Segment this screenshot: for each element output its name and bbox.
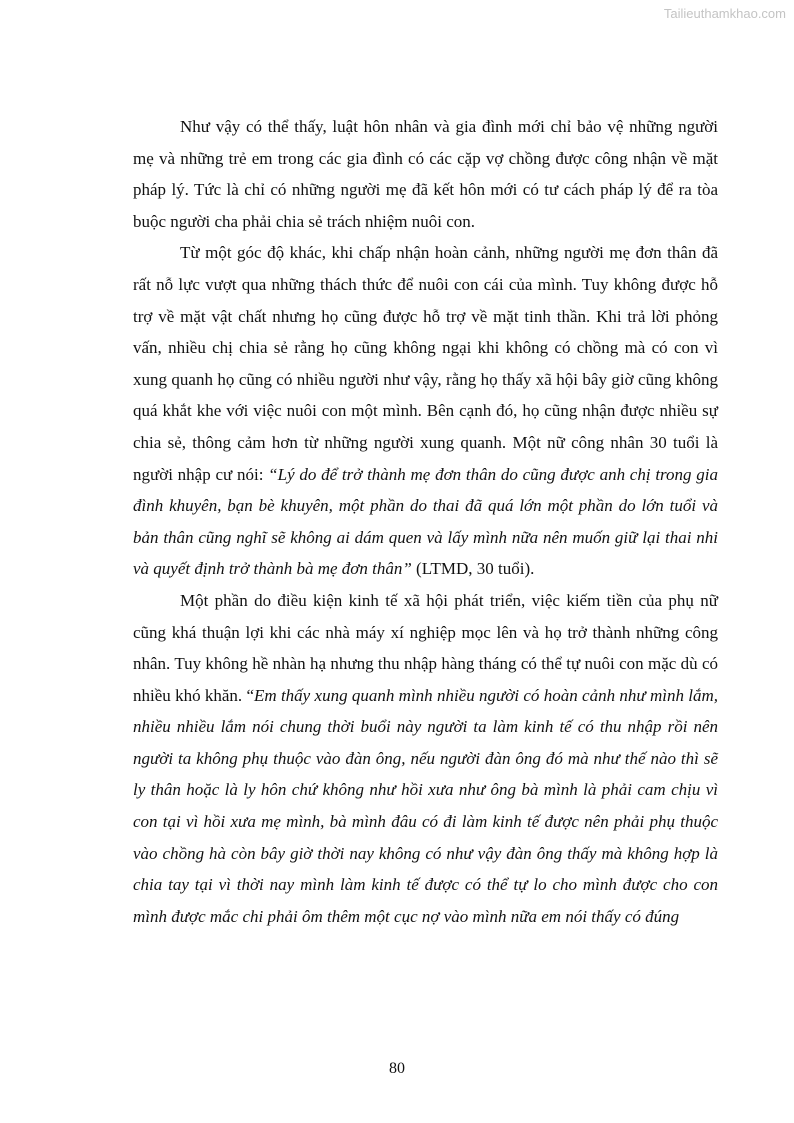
page-number: 80 [389, 1060, 405, 1077]
paragraph-3-text: Một phần do điều kiện kinh tế xã hội phát triển, việc kiếm tiền của phụ nữ cũng khá thuận lợi khi các nhà máy xí nghiệp mọc lên và họ trở thành những công nhân. Tuy không hề nhàn hạ nhưng thu nhập hàng tháng có thể tự nuôi con mặc dù có nhiều khó khăn. “ [133, 590, 718, 705]
paragraph-3-quote: Em thấy xung quanh mình nhiều người có hoàn cảnh như mình lắm, nhiều nhiều lắm nói chung thời buổi này người ta làm kinh tế có thu nhập rồi nên người ta không phụ thuộc vào đàn ông, nếu người đàn ông đó mà như thế nào thì sẽ ly thân hoặc là ly hôn chứ không như hồi xưa như ông bà mình là phải cam chịu vì con tại vì hồi xưa mẹ mình, bà mình đâu có đi làm kinh tế được nên phải phụ thuộc vào chồng hà còn bây giờ thời nay không có như vậy đàn ông thấy mà không hợp là chia tay tại vì thời nay mình làm kinh tế được có thể tự lo cho mình được cho con mình được mắc chi phải ôm thêm một cục nợ vào mình nữa em nói thấy có đúng [133, 685, 718, 926]
paragraph-2 [133, 237, 718, 585]
paragraph-2-text: Từ một góc độ khác, khi chấp nhận hoàn cảnh, những người mẹ đơn thân đã rất nỗ lực vượt qua những thách thức để nuôi con cái của mình. Tuy không được hỗ trợ về mặt vật chất nhưng họ cũng được hỗ trợ về mặt tinh thần. Khi trả lời phỏng vấn, nhiều chị chia sẻ rằng họ cũng không ngại khi không có chồng mà có con vì xung quanh họ cũng có nhiều người như vậy, rằng họ thấy xã hội bây giờ cũng không quá khắt khe với việc nuôi con một mình. Bên cạnh đó, họ cũng nhận được nhiều sự chia sẻ, thông cảm hơn từ những người xung quanh. Một nữ công nhân 30 tuổi là người nhập cư nói: [133, 243, 718, 484]
paragraph-2-quote: “Lý do để trở thành mẹ đơn thân do cũng được anh chị trong gia đình khuyên, bạn bè khuyên, một phần do thai đã quá lớn một phần do lớn tuổi và bản thân cũng nghĩ sẽ không ai dám quen và lấy mình nữa nên muốn giữ lại thai nhi và quyết định trở thành bà mẹ đơn thân” [133, 464, 718, 579]
paragraph-1 [133, 111, 718, 237]
paragraph-1-text: Như vậy có thể thấy, luật hôn nhân và gia đình mới chỉ bảo vệ những người mẹ và những trẻ em trong các gia đình có các cặp vợ chồng được công nhận về mặt pháp lý. Tức là chỉ có những người mẹ đã kết hôn mới có tư cách pháp lý để ra tòa buộc người cha phải chia sẻ trách nhiệm nuôi con. [133, 117, 718, 231]
watermark: Tailieuthamkhao.com [663, 6, 786, 21]
paragraph-3 [133, 585, 718, 933]
paragraph-2-citation: (LTMD, 30 tuổi). [411, 559, 535, 579]
document-body [133, 111, 718, 932]
